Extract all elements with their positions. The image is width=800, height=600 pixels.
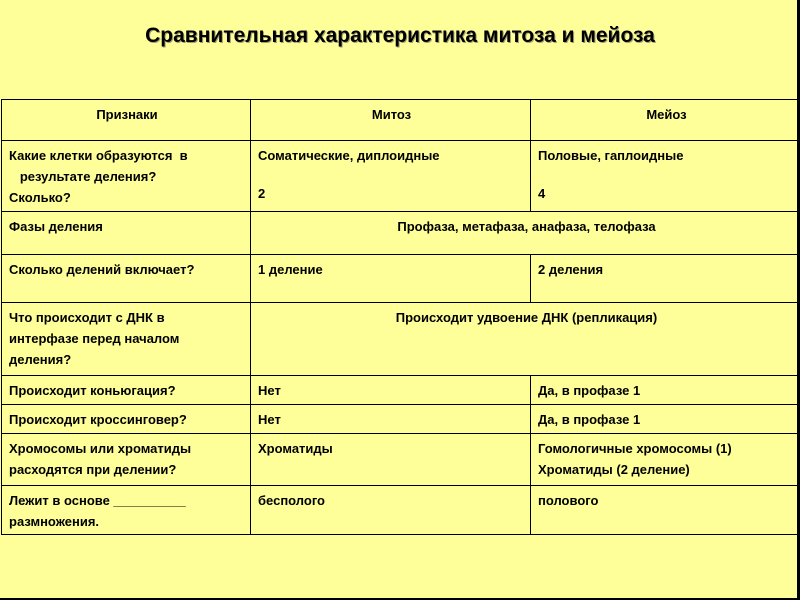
mitosis-cell: Нет [251, 405, 531, 434]
meiosis-line: 4 [538, 186, 546, 201]
meiosis-cell: полового [531, 486, 800, 535]
header-features: Признаки [2, 100, 251, 141]
table-row [2, 255, 800, 303]
feature-line: Хромосомы или хроматиды [9, 441, 192, 456]
mitosis-cell: Нет [251, 376, 531, 405]
feature-cell [2, 303, 251, 376]
table-row [2, 434, 800, 486]
table-row [2, 141, 800, 212]
mitosis-line: 2 [258, 186, 266, 201]
feature-line: размножения. [9, 514, 100, 529]
meiosis-cell: Да, в профазе 1 [531, 405, 800, 434]
feature-cell [2, 434, 251, 486]
table-row [2, 303, 800, 376]
feature-line: Что происходит с ДНК в [9, 310, 165, 325]
meiosis-line: Половые, гаплоидные [538, 148, 684, 163]
feature-cell [2, 486, 251, 535]
meiosis-cell: Да, в профазе 1 [531, 376, 800, 405]
feature-line: расходятся при делении? [9, 462, 177, 477]
table-header-row [2, 100, 800, 141]
feature-line: Сколько? [9, 190, 71, 205]
merged-cell: Профаза, метафаза, анафаза, телофаза [251, 212, 800, 255]
merged-cell: Происходит удвоение ДНК (репликация) [251, 303, 800, 376]
feature-line: деления? [9, 352, 72, 367]
meiosis-line: Хроматиды (2 деление) [538, 462, 690, 477]
mitosis-cell: 1 деление [251, 255, 531, 303]
feature-line: Лежит в основе __________ [9, 493, 186, 508]
meiosis-line: Гомологичные хромосомы (1) [538, 441, 732, 456]
meiosis-cell: 2 деления [531, 255, 800, 303]
feature-line: Какие клетки образуются в [9, 148, 188, 163]
table-row [2, 486, 800, 535]
meiosis-cell [531, 141, 800, 212]
comparison-table [1, 99, 800, 535]
meiosis-cell [531, 434, 800, 486]
feature-cell [2, 141, 251, 212]
feature-cell: Происходит кроссинговер? [2, 405, 251, 434]
page-title: Сравнительная характеристика митоза и мейоза [145, 24, 655, 47]
feature-line: интерфазе перед началом [9, 331, 180, 346]
mitosis-cell: бесполого [251, 486, 531, 535]
mitosis-cell: Хроматиды [251, 434, 531, 486]
feature-cell: Происходит коньюгация? [2, 376, 251, 405]
mitosis-cell [251, 141, 531, 212]
feature-cell: Сколько делений включает? [2, 255, 251, 303]
mitosis-line: Соматические, диплоидные [258, 148, 440, 163]
feature-cell: Фазы деления [2, 212, 251, 255]
feature-line: результате деления? [9, 169, 157, 184]
header-mitosis: Митоз [251, 100, 531, 141]
table-row [2, 405, 800, 434]
table-row [2, 376, 800, 405]
header-meiosis: Мейоз [531, 100, 800, 141]
table-row [2, 212, 800, 255]
